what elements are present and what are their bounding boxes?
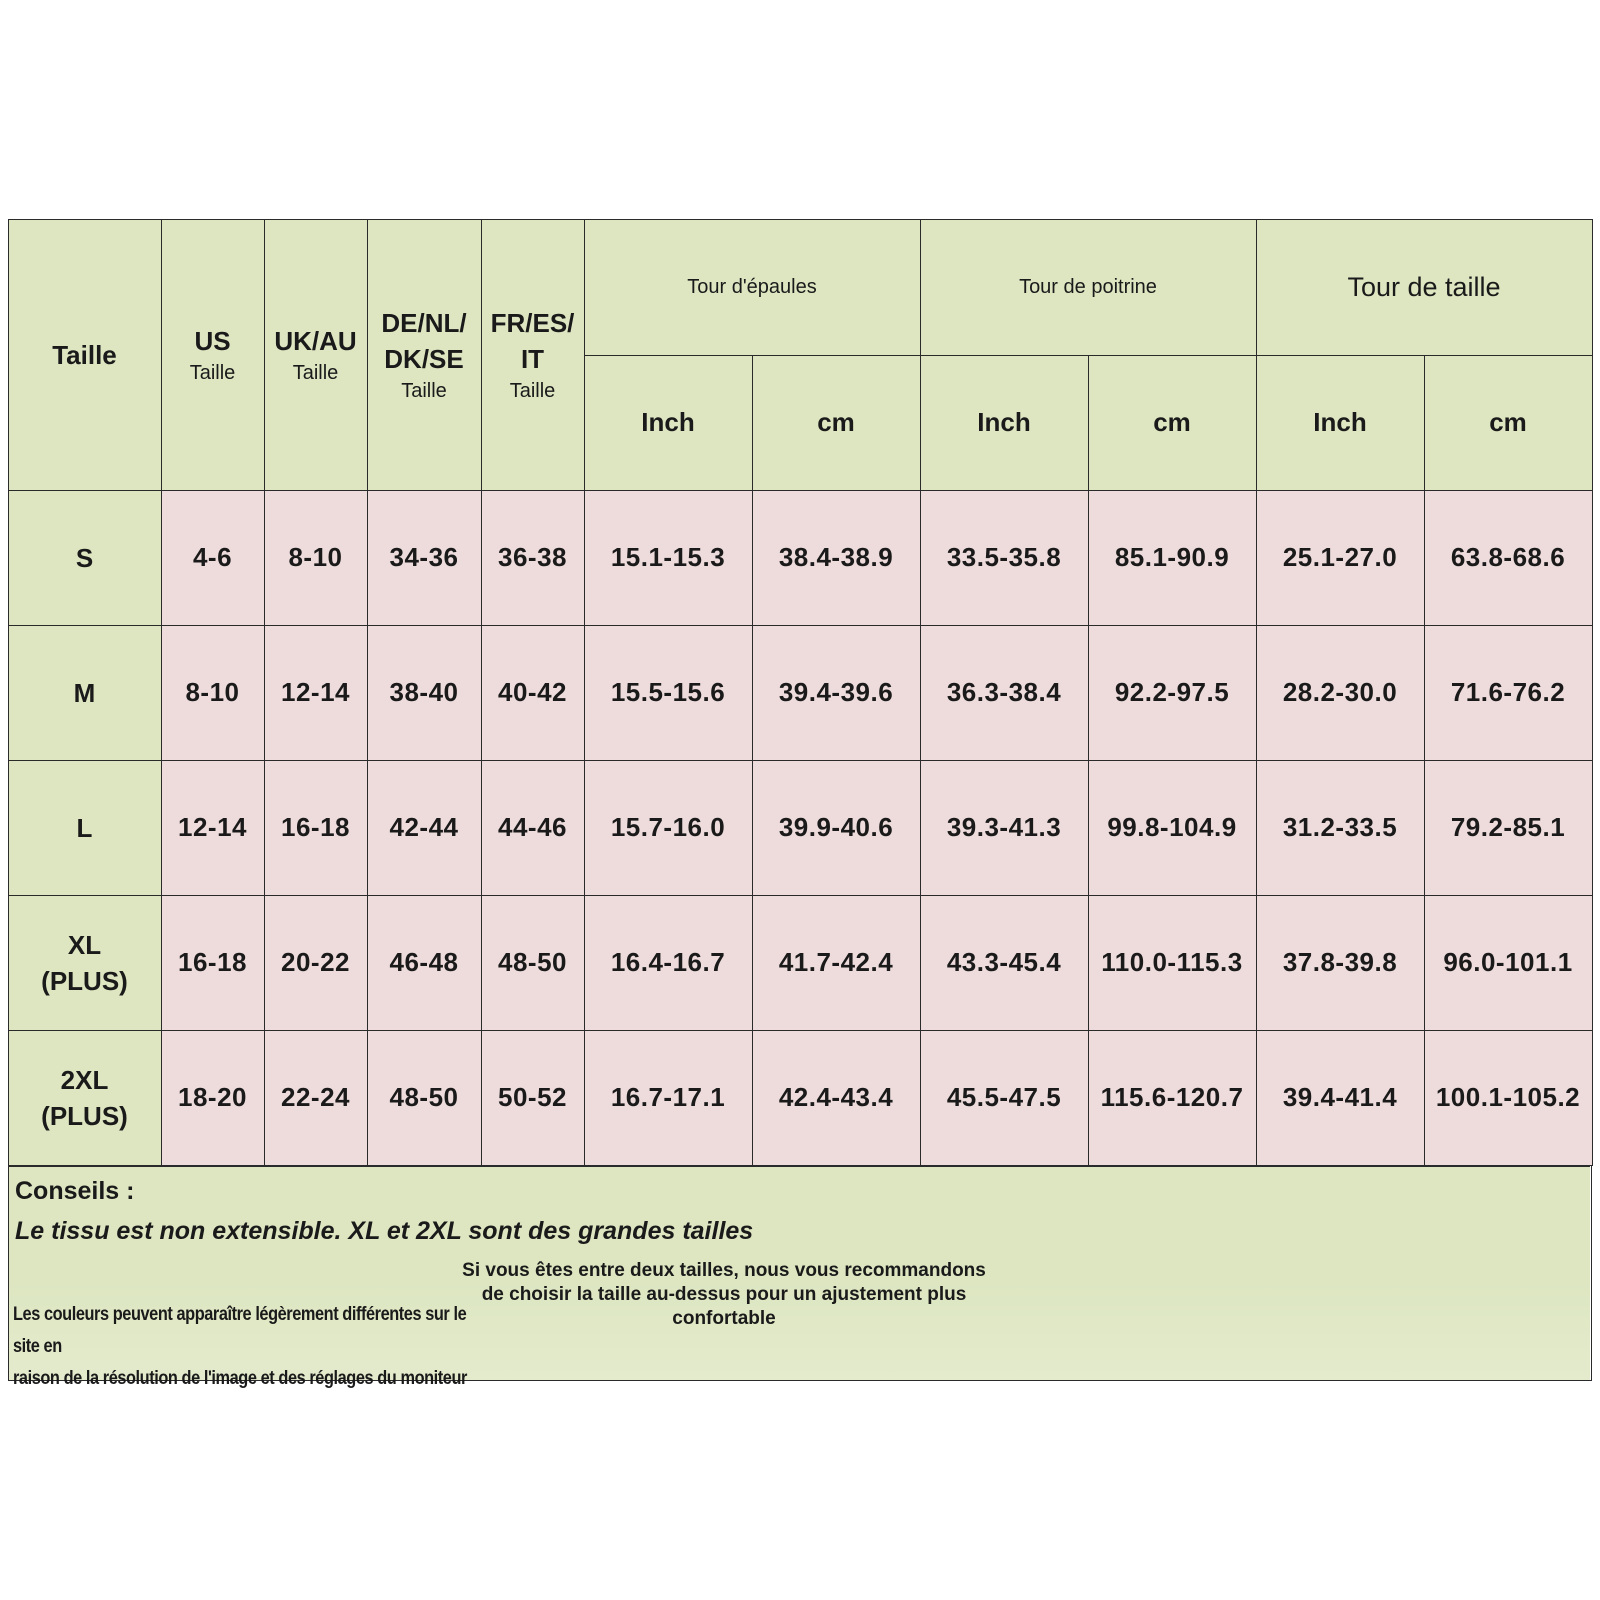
table-cell: 18-20 bbox=[161, 1030, 264, 1165]
table-cell: 50-52 bbox=[481, 1030, 584, 1165]
table-cell: 40-42 bbox=[481, 625, 584, 760]
table-cell: 39.3-41.3 bbox=[920, 760, 1088, 895]
table-row bbox=[8, 895, 1592, 1030]
table-cell: 110.0-115.3 bbox=[1088, 895, 1256, 1030]
header-uk-title: UK/AU bbox=[274, 325, 357, 356]
row-size-label: XL (PLUS) bbox=[8, 895, 161, 1030]
table-cell: 8-10 bbox=[161, 625, 264, 760]
table-cell: 28.2-30.0 bbox=[1256, 625, 1424, 760]
header-bust: Tour de poitrine bbox=[920, 219, 1256, 355]
table-cell: 92.2-97.5 bbox=[1088, 625, 1256, 760]
table-cell: 38.4-38.9 bbox=[752, 490, 920, 625]
header-de bbox=[367, 219, 481, 490]
table-cell: 46-48 bbox=[367, 895, 481, 1030]
table-cell: 4-6 bbox=[161, 490, 264, 625]
table-cell: 85.1-90.9 bbox=[1088, 490, 1256, 625]
table-cell: 12-14 bbox=[161, 760, 264, 895]
table-row bbox=[8, 625, 1592, 760]
row-size-label: S bbox=[8, 490, 161, 625]
table-cell: 96.0-101.1 bbox=[1424, 895, 1592, 1030]
notes-title: Conseils : bbox=[15, 1177, 135, 1205]
table-row bbox=[8, 490, 1592, 625]
table-cell: 12-14 bbox=[264, 625, 367, 760]
table-cell: 15.5-15.6 bbox=[584, 625, 752, 760]
table-cell: 16.7-17.1 bbox=[584, 1030, 752, 1165]
unit-shoulder-inch: Inch bbox=[584, 355, 752, 490]
table-row bbox=[8, 760, 1592, 895]
unit-waist-inch: Inch bbox=[1256, 355, 1424, 490]
table-row bbox=[8, 1030, 1592, 1165]
unit-bust-inch: Inch bbox=[920, 355, 1088, 490]
unit-bust-cm: cm bbox=[1088, 355, 1256, 490]
table-cell: 99.8-104.9 bbox=[1088, 760, 1256, 895]
table-cell: 79.2-85.1 bbox=[1424, 760, 1592, 895]
header-fr-sub: Taille bbox=[509, 379, 556, 402]
table-cell: 33.5-35.8 bbox=[920, 490, 1088, 625]
row-size-label: 2XL (PLUS) bbox=[8, 1030, 161, 1165]
notes-colors-disclaimer: Les couleurs peuvent apparaître légèrement différentes sur le site en raison de la résolution de l'image et des réglages du moniteur bbox=[13, 1304, 467, 1389]
table-cell: 16.4-16.7 bbox=[584, 895, 752, 1030]
table-cell: 36-38 bbox=[481, 490, 584, 625]
table-cell: 44-46 bbox=[481, 760, 584, 895]
table-cell: 15.1-15.3 bbox=[584, 490, 752, 625]
table-cell: 48-50 bbox=[481, 895, 584, 1030]
table-cell: 22-24 bbox=[264, 1030, 367, 1165]
table-cell: 39.9-40.6 bbox=[752, 760, 920, 895]
table-cell: 16-18 bbox=[161, 895, 264, 1030]
unit-shoulder-cm: cm bbox=[752, 355, 920, 490]
table-cell: 8-10 bbox=[264, 490, 367, 625]
table-cell: 45.5-47.5 bbox=[920, 1030, 1088, 1165]
notes-fabric: Le tissu est non extensible. XL et 2XL sont des grandes tailles bbox=[15, 1217, 754, 1245]
table-cell: 38-40 bbox=[367, 625, 481, 760]
header-waist: Tour de taille bbox=[1256, 219, 1592, 355]
header-fr bbox=[481, 219, 584, 490]
header-us bbox=[161, 219, 264, 490]
row-size-label: L bbox=[8, 760, 161, 895]
table-cell: 16-18 bbox=[264, 760, 367, 895]
header-taille: Taille bbox=[8, 219, 161, 490]
table-cell: 115.6-120.7 bbox=[1088, 1030, 1256, 1165]
table-cell: 25.1-27.0 bbox=[1256, 490, 1424, 625]
header-uk bbox=[264, 219, 367, 490]
table-cell: 71.6-76.2 bbox=[1424, 625, 1592, 760]
table-cell: 37.8-39.8 bbox=[1256, 895, 1424, 1030]
table-cell: 48-50 bbox=[367, 1030, 481, 1165]
header-us-title: US bbox=[194, 325, 231, 356]
table-cell: 36.3-38.4 bbox=[920, 625, 1088, 760]
table-cell: 39.4-41.4 bbox=[1256, 1030, 1424, 1165]
notes-advice: Si vous êtes entre deux tailles, nous vous recommandons de choisir la taille au-dessus pour un ajustement plus confortable bbox=[462, 1260, 986, 1329]
table-cell: 42.4-43.4 bbox=[752, 1030, 920, 1165]
header-uk-sub: Taille bbox=[292, 361, 339, 384]
table-cell: 63.8-68.6 bbox=[1424, 490, 1592, 625]
table-cell: 41.7-42.4 bbox=[752, 895, 920, 1030]
header-de-sub: Taille bbox=[401, 379, 447, 402]
table-cell: 15.7-16.0 bbox=[584, 760, 752, 895]
table-cell: 31.2-33.5 bbox=[1256, 760, 1424, 895]
header-shoulder: Tour d'épaules bbox=[584, 219, 920, 355]
notes-panel bbox=[9, 1166, 1590, 1389]
header-us-sub: Taille bbox=[189, 361, 236, 384]
table-cell: 100.1-105.2 bbox=[1424, 1030, 1592, 1165]
row-size-label: M bbox=[8, 625, 161, 760]
table-cell: 43.3-45.4 bbox=[920, 895, 1088, 1030]
header-de-title: DE/NL/ DK/SE bbox=[381, 307, 467, 374]
table-cell: 20-22 bbox=[264, 895, 367, 1030]
table-cell: 39.4-39.6 bbox=[752, 625, 920, 760]
size-table bbox=[8, 219, 1593, 1166]
unit-waist-cm: cm bbox=[1424, 355, 1592, 490]
size-chart bbox=[8, 219, 1592, 1389]
table-cell: 42-44 bbox=[367, 760, 481, 895]
header-fr-title: FR/ES/ IT bbox=[490, 307, 575, 374]
table-cell: 34-36 bbox=[367, 490, 481, 625]
